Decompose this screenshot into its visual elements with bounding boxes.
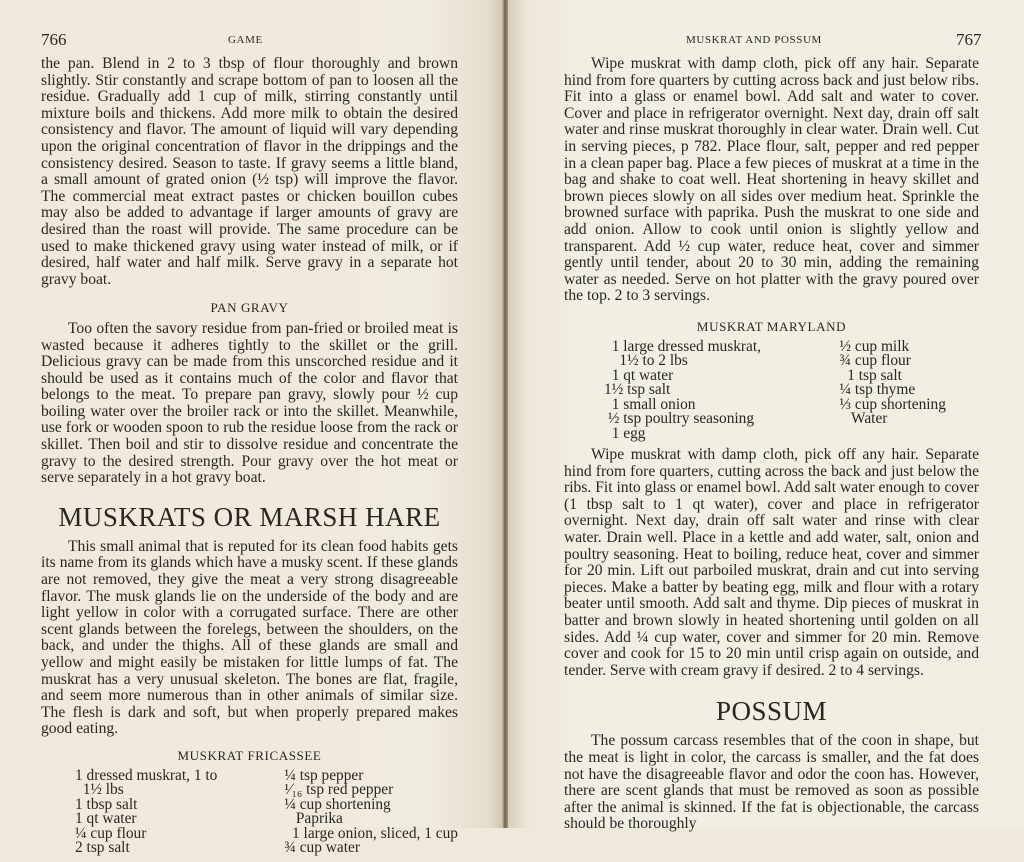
gravy-continuation-paragraph: the pan. Blend in 2 to 3 tbsp of flour thoroughly and brown slightly. Stir constantly and scrape bottom of pan to loosen all the residue. Gradually add 1 cup of milk, stirring constantly until mixture boils and thickens. Add more milk to obtain the desired consistency and flavor. The amount of liquid will vary depending upon the original concentration of flavor in the drippings and the consistency desired. Season to taste. If gravy seems a little bland, a small amount of grated onion (½ tsp) will improve the flavor. The commercial meat extract pastes or chicken bouillon cubes may also be added to advantage if larger amounts of gravy are desired than the roast will provide. The same procedure can be used to make thickened gravy using water instead of milk, or if desired, half water and half milk. Serve gravy in a separate hot gravy boat. <box>41 55 458 288</box>
muskrats-heading: MUSKRATS OR MARSH HARE <box>58 501 441 532</box>
fricassee-method-paragraph: Wipe muskrat with damp cloth, pick off any hair. Separate hind from fore quarters by cutting across back and just below ribs. Fit into a glass or enamel bowl. Add salt and water to cover. Cover and place in refrigerator overnight. Next day, drain off salt water and rinse muskrat thoroughly in clear water. Drain well. Cut in serving pieces, p 782. Place flour, salt, pepper and red pepper in a clean paper bag. Place a few pieces of muskrat at a time in the bag and shake to coat well. Heat shortening in heavy skillet and brown pieces slowly on all sides over medium heat. Sprinkle the browned surface with paprika. Push the muskrat to one side and add onion. Allow to cook until onion is slightly yellow and transparent. Add ½ cup water, reduce heat, cover and simmer gently until tender, about 20 to 30 min, adding the remaining water as needed. Serve on hot platter with the gravy poured over the top. 2 to 3 servings. <box>564 55 979 305</box>
maryland-ingredients-left <box>604 337 786 442</box>
ingredient: Water <box>839 410 888 427</box>
fricassee-ingredients-left <box>75 766 224 857</box>
ingredient: 1 dressed muskrat, 1 to <box>75 766 218 784</box>
ingredient: ¼ cup flour <box>75 824 147 842</box>
ingredient: ¼ cup shortening <box>284 795 391 813</box>
page-number-left: 766 <box>41 30 67 49</box>
running-head-left: GAME <box>228 34 263 46</box>
ingredient: ¼ tsp pepper <box>284 766 364 784</box>
pan-gravy-paragraph: Too often the savory residue from pan-fried or broiled meat is wasted because it adheres tightly to the skillet or the grill. Delicious gravy can be made from this unscorched residue and it should be used as it contains much of the color and flavor that belongs to the meat. To prepare pan gravy, slowly pour ½ cup boiling water over the broiler rack or into the skillet. Meanwhile, use fork or wooden spoon to rub the residue loose from the rack or skillet. Then boil and stir to dissolve residue and concentrate the gravy to the desired strength. Pour gravy over the hot meat or serve separately in a hot gravy boat. <box>41 319 458 487</box>
possum-paragraph: The possum carcass resembles that of the coon in shape, but the meat is light in color, the carcass is smaller, and the fat does not have the disagreeable flavor and odor the coon has. However, there are scent glands that must be removed as soon as possible after the animal is skinned. If the fat is objectionable, the carcass should be thoroughly <box>564 732 979 833</box>
ingredient: ½ cup milk <box>839 337 910 355</box>
fricassee-ingredients <box>41 766 458 857</box>
ingredient: ¾ cup water <box>284 839 360 857</box>
pan-gravy-heading: PAN GRAVY <box>210 300 289 316</box>
ingredient: 1 tsp salt <box>839 366 902 384</box>
ingredient: 1 qt water <box>604 366 674 384</box>
right-column <box>564 56 979 833</box>
page-number-right: 767 <box>956 30 982 49</box>
ingredient: 1½ lbs <box>75 781 124 799</box>
ingredient: 1 tbsp salt <box>75 795 138 813</box>
maryland-ingredients <box>564 337 979 442</box>
ingredient: ¼ tsp thyme <box>839 381 916 398</box>
ingredient: 2 tsp salt <box>75 839 130 857</box>
left-column <box>41 56 458 862</box>
ingredient: ¹⁄₁₆ tsp red pepper <box>284 781 394 799</box>
right-page <box>508 0 1024 833</box>
ingredient: 1 egg <box>604 424 646 442</box>
ingredient: Paprika <box>284 810 343 828</box>
fricassee-ingredients-right <box>236 766 458 857</box>
running-head-right: MUSKRAT AND POSSUM <box>686 34 822 46</box>
left-page <box>0 0 508 857</box>
ingredient: 1½ to 2 lbs <box>604 352 688 369</box>
muskrats-paragraph: This small animal that is reputed for its clean food habits gets its name from its glands which have a musky scent. If these glands are not removed, they give the meat a very strong disagreeable flavor. The musk glands lie on the underside of the body and are light yellow in color with a corrugated surface. There are other scent glands between the forelegs, between the shoulders, on the back, and under the thighs. All of these glands are small and yellow and might easily be mistaken for little lumps of fat. The muskrat has a very unusual skeleton. The bones are flat, fragile, and seem more numerous than in other animals of similar size. The flesh is dark and soft, but when properly prepared makes good eating. <box>41 537 458 738</box>
possum-heading: POSSUM <box>715 696 828 727</box>
ingredient: 1 large onion, sliced, 1 cup <box>284 824 458 842</box>
ingredient: 1 small onion <box>604 395 696 413</box>
ingredient: ⅓ cup shortening <box>839 395 946 413</box>
ingredient: ½ tsp poultry seasoning <box>604 410 755 427</box>
ingredient: 1 large dressed muskrat, <box>604 337 762 355</box>
muskrat-fricassee-heading: MUSKRAT FRICASSEE <box>177 747 322 763</box>
ingredient: 1½ tsp salt <box>604 381 671 398</box>
ingredient: 1 qt water <box>75 810 137 828</box>
maryland-method-paragraph: Wipe muskrat with damp cloth, pick off any hair. Separate hind from fore quarters, cutting across the back and just below the ribs. Fit into glass or enamel bowl. Add salt water enough to cover (1 tbsp salt to 1 qt water), cover and place in refrigerator overnight. Next day, drain off salt water and rinse with clear water. Drain well. Place in a kettle and add water, salt, onion and poultry seasoning. Heat to boiling, reduce heat, cover and simmer for 20 min. Lift out parboiled muskrat, drain and cut into serving pieces. Make a batter by beating egg, milk and flour with a rotary beater until smooth. Add salt and thyme. Dip pieces of muskrat in batter and brown slowly in heated shortening until golden on all sides. Add ¼ cup water, cover and simmer for 20 min. Remove cover and cook for 15 to 20 min until crisp again on outside, and tender. Serve with cream gravy if desired. 2 to 4 servings. <box>564 446 979 679</box>
muskrat-maryland-heading: MUSKRAT MARYLAND <box>696 318 847 334</box>
maryland-ingredients-right <box>798 337 980 442</box>
ingredient: ¾ cup flour <box>839 352 911 369</box>
